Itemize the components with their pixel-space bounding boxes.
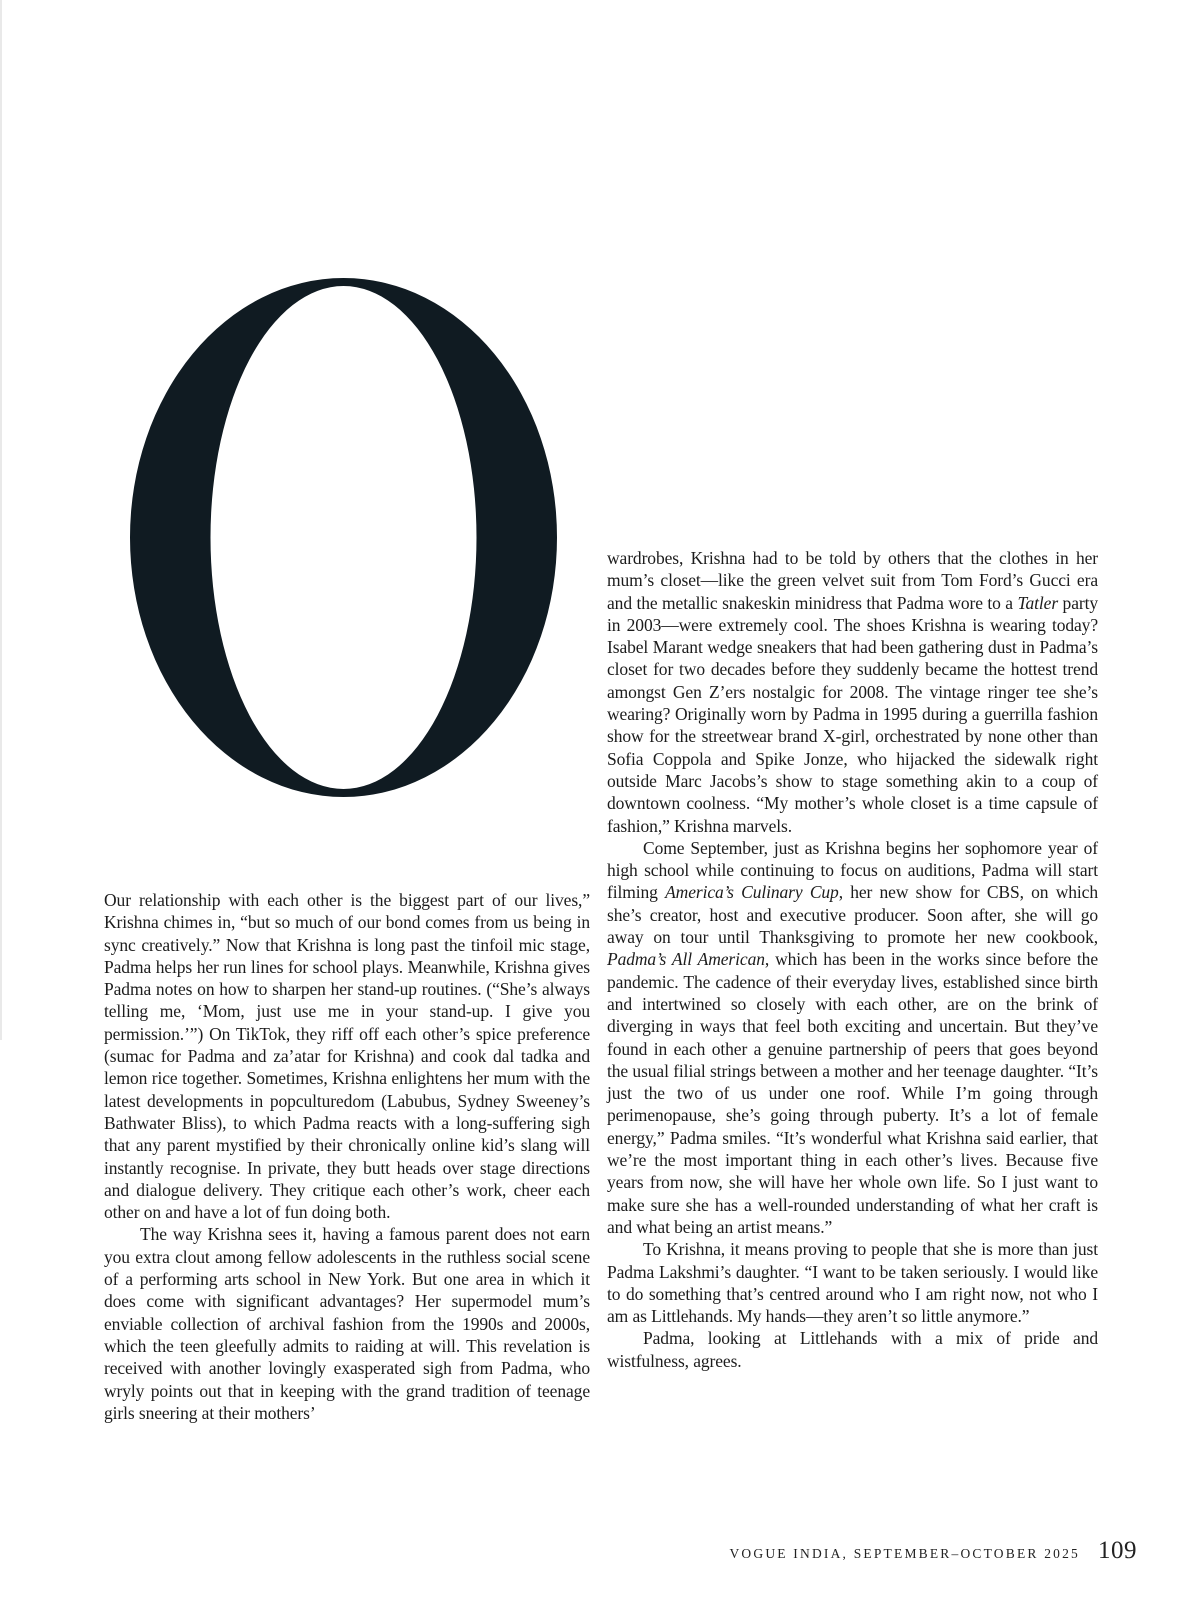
- body-paragraph: [104, 889, 590, 1223]
- page-footer: [729, 1537, 1137, 1565]
- italic-text-run: Tatler: [1017, 592, 1059, 613]
- body-paragraph: [607, 547, 1098, 837]
- text-run: Padma, looking at Littlehands with a mix of pride and wistfulness, agrees.: [607, 1328, 1098, 1371]
- text-run: The way Krishna sees it, having a famous parent does not earn you extra clout among fellow adolescents in the ruthless social scene of a performing arts school in New York. But one area in which it does come with significant advantages? Her supermodel mum’s enviable collection of archival fashion from the 1990s and 2000s, which the teen gleefully admits to raiding at will. This revelation is received with another lovingly exasperated sigh from Padma, who wryly points out that in keeping with the grand tradition of teenage girls sneering at their mothers’: [104, 1224, 590, 1423]
- body-paragraph: [607, 837, 1098, 1238]
- page-edge-artifact: [0, 0, 2, 1040]
- text-run: party in 2003—were extremely cool. The shoes Krishna is wearing today? Isabel Marant wedge sneakers that had been gathering dust in Padma’s closet for two decades before they suddenly became the hottest trend amongst Gen Z’ers nostalgic for 2008. The vintage ringer tee she’s wearing? Originally worn by Padma in 1995 during a guerrilla fashion show for the streetwear brand X-girl, orchestrated by none other than Sofia Coppola and Spike Jonze, who hijacked the sidewalk right outside Marc Jacobs’s show to stage something akin to a coup of downtown coolness. “My mother’s whole closet is a time capsule of fashion,” Krishna marvels.: [607, 592, 1098, 836]
- body-paragraph: [607, 1327, 1098, 1372]
- drop-cap-o-glyph: [130, 278, 557, 797]
- body-paragraph: [104, 1223, 590, 1424]
- text-run: Come September, just as Krishna begins her sophomore year of high school while continuing to focus on auditions, Padma will start filming: [607, 837, 1098, 903]
- body-paragraph: [607, 1238, 1098, 1327]
- text-run: , which has been in the works since before the pandemic. The cadence of their everyday lives, established since birth and intertwined so closely with each other, are on the brink of diverging in ways that feel both exciting and uncertain. But they’ve found in each other a genuine partnership of peers that goes beyond the usual filial strings between a mother and her teenage daughter. “It’s just the two of us under one roof. While I’m going through perimenopause, she’s going through puberty. It’s a lot of female energy,” Padma smiles. “It’s wonderful what Krishna said earlier, that we’re the most important thing in each other’s lives. Because five years from now, she will have her whole own life. So I just want to make sure she has a well-rounded understanding of what her craft is and what being an artist means.”: [607, 949, 1098, 1237]
- article-column-left: [104, 889, 590, 1424]
- footer-page-number: 109: [1098, 1537, 1137, 1564]
- text-run: To Krishna, it means proving to people that she is more than just Padma Lakshmi’s daughter. “I want to be taken seriously. I would like to do something that’s centred around who I am right now, not who I am as Littlehands. My hands—they aren’t so little anymore.”: [607, 1239, 1098, 1327]
- italic-text-run: America’s Culinary Cup: [665, 882, 839, 903]
- footer-magazine-issue: VOGUE INDIA, SEPTEMBER–OCTOBER 2025: [729, 1546, 1080, 1561]
- text-run: Our relationship with each other is the biggest part of our lives,” Krishna chimes in, “but so much of our bond comes from us being in sync creatively.” Now that Krishna is long past the tinfoil mic stage, Padma helps her run lines for school plays. Meanwhile, Krishna gives Padma notes on how to sharpen her stand-up routines. (“She’s always telling me, ‘Mom, just use me in your stand-up. I give you permission.’”) On TikTok, they riff off each other’s spice preference (sumac for Padma and za’atar for Krishna) and cook dal tadka and lemon rice together. Sometimes, Krishna enlightens her mum with the latest developments in popculturedom (Labubus, Sydney Sweeney’s Bathwater Bliss), to which Padma reacts with a long-suffering sigh that any parent mystified by their chronically online kid’s slang will instantly recognise. In private, they butt heads over stage directions and dialogue delivery. They critique each other’s work, cheer each other on and have a lot of fun doing both.: [104, 890, 590, 1223]
- article-column-right: [607, 547, 1098, 1372]
- text-run: , her new show for CBS, on which she’s creator, host and executive producer. Soon after, she will go away on tour until Thanksgiving to promote her new cookbook,: [607, 882, 1098, 948]
- italic-text-run: Padma’s All American: [607, 949, 765, 970]
- text-run: wardrobes, Krishna had to be told by others that the clothes in her mum’s closet—like the green velvet suit from Tom Ford’s Gucci era and the metallic snakeskin minidress that Padma wore to a: [607, 548, 1098, 613]
- drop-cap-letter-o: [130, 278, 557, 797]
